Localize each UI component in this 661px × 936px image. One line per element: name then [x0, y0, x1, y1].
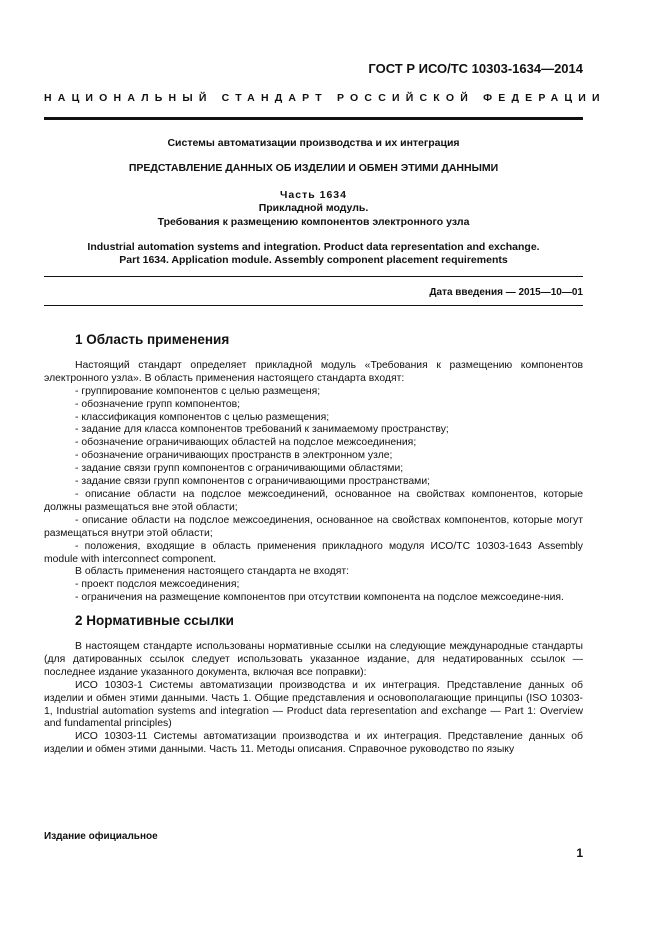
scope-item: - группирование компонентов с целью размещеня; — [75, 385, 321, 397]
title-rule — [44, 276, 583, 277]
excluded-item: - проект подслоя межсоединения; — [75, 579, 240, 591]
title-subject: Требования к размещению компонентов электронного узла — [157, 216, 470, 228]
national-standard-banner: НАЦИОНАЛЬНЫЙ СТАНДАРТ РОССИЙСКОЙ ФЕДЕРАЦИИ — [44, 92, 606, 104]
normative-reference: ИСО 10303-11 Системы автоматизации производства и их интеграция. Представление данных об изделии и обмен этими данными. Часть 11. Методы описания. Справочное руководство по языку — [44, 731, 583, 756]
scope-item: - задание связи групп компонентов с ограничивающими областями; — [75, 463, 404, 475]
title-english-line-2: Part 1634. Application module. Assembly component placement requirements — [119, 254, 508, 266]
excluded-item: - ограничения на размещение компонентов при отсутствии компонента на подслое межсоедине-ния. — [75, 592, 564, 604]
section-2-heading: 2 Нормативные ссылки — [75, 613, 234, 629]
date-rule — [44, 305, 583, 306]
title-part: Часть 1634 — [280, 189, 347, 201]
scope-item: - положения, входящие в область применения прикладного модуля ИСО/ТС 10303-1643 Assembly module with interconnect component. — [44, 540, 583, 565]
section-1-paragraph: В область применения настоящего стандарта не входят: — [75, 566, 350, 578]
introduction-date: Дата введения — 2015—10—01 — [429, 287, 583, 298]
section-2-paragraph: В настоящем стандарте использованы нормативные ссылки на следующие международные стандарты (для датированных ссылок следует использовать указанное издание, для недатированных ссылок — последнее издание указанного документа, включая все поправки): — [44, 641, 583, 678]
document-code: ГОСТ Р ИСО/ТС 10303-1634—2014 — [368, 61, 583, 76]
title-series: Системы автоматизации производства и их интеграция — [167, 137, 460, 149]
section-1-paragraph: Настоящий стандарт определяет прикладной модуль «Требования к размещению компонентов электронного узла». В область применения настоящего стандарта входят: — [44, 359, 583, 384]
normative-reference: ИСО 10303-1 Системы автоматизации производства и их интеграция. Представление данных об изделии и обмен этими данными. Часть 1. Общие представления и основополагающие принципы (ISO 10303-1, Industrial automation systems and integration — Product data representation and exchange — Part 1: Overview and fundamental principles) — [44, 679, 583, 730]
scope-item: - описание области на подслое межсоединений, основанное на свойствах компонентов, которые должны размещаться вне этой области; — [44, 488, 583, 513]
title-module: Прикладной модуль. — [258, 202, 369, 214]
document-body — [44, 334, 583, 757]
scope-item: - обозначение ограничивающих пространств в электронном узле; — [75, 450, 393, 462]
scope-item: - задание для класса компонентов требований к занимаемому пространству; — [75, 424, 449, 436]
header-rule — [44, 117, 583, 120]
title-main: ПРЕДСТАВЛЕНИЕ ДАННЫХ ОБ ИЗДЕЛИИ И ОБМЕН ЭТИМИ ДАННЫМИ — [128, 162, 499, 174]
scope-item: - классификация компонентов с целью размещения; — [75, 411, 330, 423]
title-english-line-1: Industrial automation systems and integration. Product data representation and exchange. — [87, 241, 540, 253]
scope-item: - описание области на подслое межсоединения, основанное на свойствах компонентов, которые могут размещаться внутри этой области; — [44, 514, 583, 539]
scope-item: - обозначение ограничивающих областей на подслое межсоединения; — [75, 437, 417, 449]
section-1-heading: 1 Область применения — [75, 332, 230, 347]
official-edition-label: Издание официальное — [44, 831, 158, 842]
scope-item: - обозначение групп компонентов; — [75, 398, 241, 410]
page-number: 1 — [576, 846, 583, 860]
scope-item: - задание связи групп компонентов с ограничивающими пространствами; — [75, 476, 431, 488]
